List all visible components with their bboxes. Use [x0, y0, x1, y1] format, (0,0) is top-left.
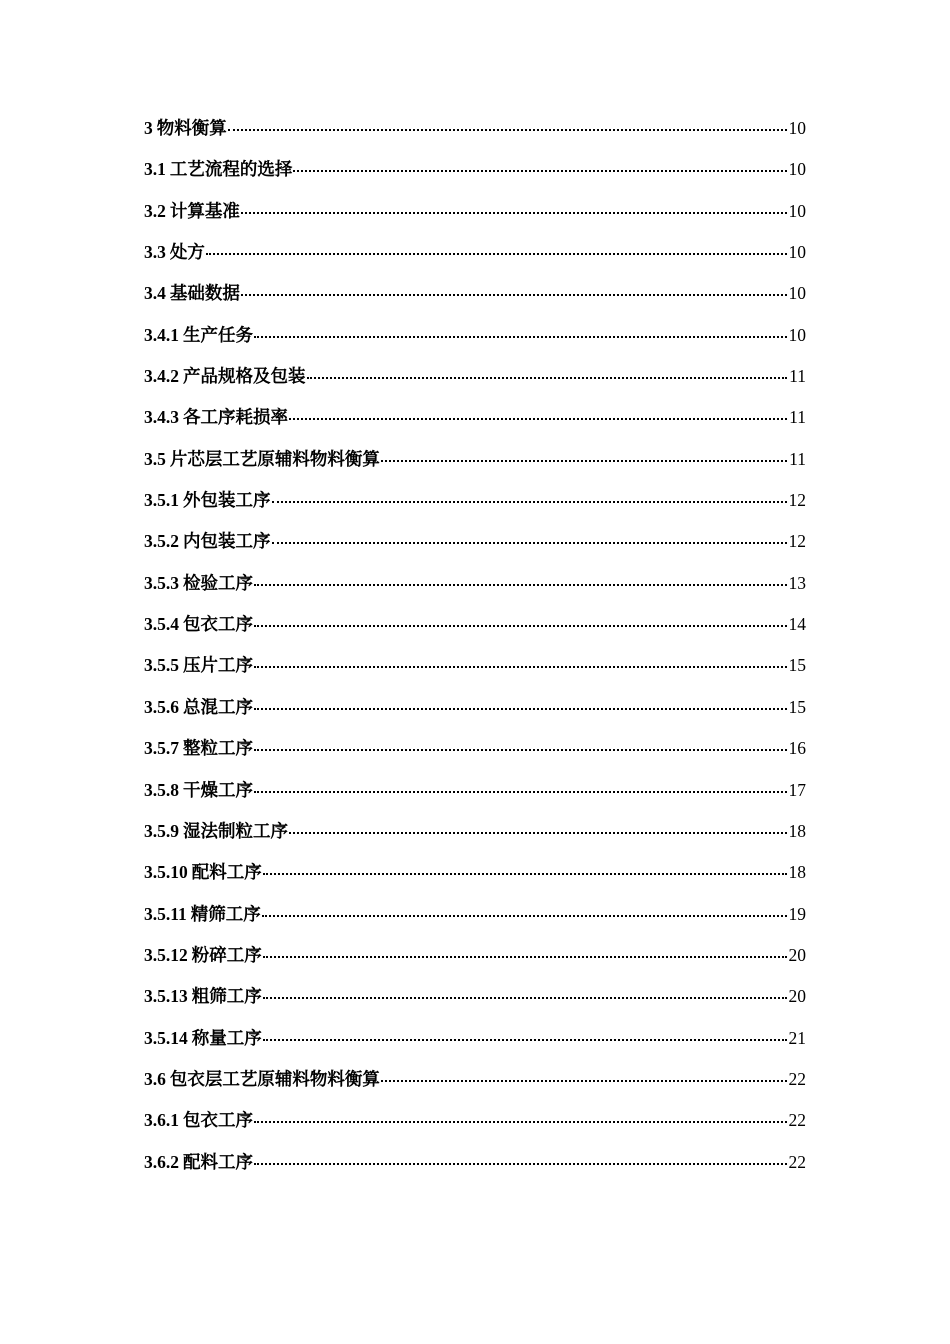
toc-entry[interactable]: [144, 480, 806, 521]
toc-dot-leader: [254, 335, 787, 338]
toc-entry[interactable]: [144, 645, 806, 686]
toc-entry-page-number: 13: [788, 572, 806, 593]
toc-entry-number: 3.5.8: [144, 779, 179, 800]
toc-entry-page-number: 21: [788, 1027, 806, 1048]
toc-entry-page-number: 10: [788, 283, 806, 304]
toc-entry-number: 3.5.9: [144, 820, 179, 841]
toc-entry-title: 各工序耗损率: [183, 407, 288, 428]
toc-entry-number: 3.5.2: [144, 531, 179, 552]
toc-entry-page-number: 12: [788, 490, 806, 511]
toc-dot-leader: [254, 1162, 787, 1165]
toc-dot-leader: [241, 211, 787, 214]
toc-entry-title: 配料工序: [191, 862, 262, 883]
toc-entry-title: 物料衡算: [156, 118, 227, 138]
toc-entry-number: 3.4: [144, 283, 166, 304]
toc-entry-page-number: 14: [788, 614, 806, 635]
toc-entry[interactable]: [144, 894, 806, 935]
toc-entry[interactable]: [144, 770, 806, 811]
toc-entry-page-number: 10: [788, 159, 806, 180]
toc-dot-leader: [254, 665, 787, 668]
toc-entry-title: 干燥工序: [183, 779, 253, 800]
toc-entry-number: 3.4.1: [144, 324, 179, 345]
toc-dot-leader: [272, 500, 788, 503]
toc-dot-leader: [254, 583, 787, 586]
toc-entry[interactable]: [144, 149, 806, 190]
toc-entry[interactable]: [144, 728, 806, 769]
toc-entry-number: 3.5.6: [144, 696, 179, 717]
toc-entry[interactable]: [144, 852, 806, 893]
toc-entry-number: 3.6: [144, 1068, 166, 1089]
toc-entry-title: 称量工序: [191, 1027, 262, 1048]
toc-entry-number: 3.5.13: [144, 986, 188, 1007]
toc-entry-number: 3.5.3: [144, 572, 179, 593]
toc-dot-leader: [263, 955, 787, 958]
toc-entry-page-number: 15: [788, 696, 806, 717]
toc-entry[interactable]: [144, 397, 806, 438]
toc-entry-title: 片芯层工艺原辅料物料衡算: [169, 448, 380, 469]
toc-entry[interactable]: [144, 687, 806, 728]
toc-entry[interactable]: [144, 604, 806, 645]
toc-entry[interactable]: [144, 1100, 806, 1141]
toc-entry-page-number: 11: [789, 366, 806, 387]
toc-dot-leader: [254, 748, 787, 751]
toc-entry[interactable]: [144, 811, 806, 852]
toc-entry-title: 处方: [169, 242, 205, 263]
toc-entry[interactable]: [144, 1018, 806, 1059]
toc-entry-number: 3.2: [144, 200, 166, 221]
toc-dot-leader: [206, 252, 787, 255]
toc-entry-page-number: 19: [788, 903, 806, 924]
toc-dot-leader: [381, 1079, 787, 1082]
toc-entry-page-number: 15: [788, 655, 806, 676]
toc-entry-number: 3: [144, 118, 153, 138]
toc-entry-title: 工艺流程的选择: [169, 159, 293, 180]
toc-entry-title: 外包装工序: [183, 490, 271, 511]
toc-entry-title: 包衣工序: [183, 614, 253, 635]
toc-entry-page-number: 11: [789, 407, 806, 428]
toc-entry[interactable]: [144, 191, 806, 232]
toc-entry-page-number: 20: [788, 944, 806, 965]
toc-entry-title: 生产任务: [183, 324, 253, 345]
toc-dot-leader: [228, 128, 787, 131]
toc-dot-leader: [254, 790, 787, 793]
toc-dot-leader: [289, 417, 787, 420]
toc-entry-title: 粉碎工序: [191, 944, 262, 965]
toc-entry-title: 基础数据: [169, 283, 240, 304]
toc-entry-number: 3.4.2: [144, 366, 179, 387]
toc-dot-leader: [293, 169, 787, 172]
toc-entry-number: 3.5.4: [144, 614, 179, 635]
toc-entry-number: 3.5.1: [144, 490, 179, 511]
toc-dot-leader: [254, 624, 787, 627]
toc-entry[interactable]: [144, 356, 806, 397]
toc-entry-title: 湿法制粒工序: [183, 820, 288, 841]
toc-entry-title: 总混工序: [183, 696, 253, 717]
table-of-contents: [144, 108, 806, 1183]
toc-entry[interactable]: [144, 976, 806, 1017]
toc-entry[interactable]: [144, 563, 806, 604]
toc-entry-number: 3.5.5: [144, 655, 179, 676]
toc-entry-page-number: 22: [788, 1151, 806, 1172]
toc-entry-page-number: 12: [788, 531, 806, 552]
toc-entry[interactable]: [144, 439, 806, 480]
toc-entry-number: 3.1: [144, 159, 166, 180]
toc-entry-page-number: 18: [788, 862, 806, 883]
toc-entry-number: 3.4.3: [144, 407, 179, 428]
toc-dot-leader: [272, 541, 788, 544]
toc-entry-number: 3.5.7: [144, 738, 179, 759]
toc-entry[interactable]: [144, 1142, 806, 1183]
toc-dot-leader: [263, 1038, 787, 1041]
toc-entry-page-number: 17: [788, 779, 806, 800]
toc-entry-title: 精筛工序: [190, 903, 261, 924]
toc-entry-page-number: 22: [788, 1110, 806, 1131]
toc-entry-title: 检验工序: [183, 572, 253, 593]
toc-entry[interactable]: [144, 521, 806, 562]
toc-entry-number: 3.6.1: [144, 1110, 179, 1131]
toc-entry-title: 计算基准: [169, 200, 240, 221]
toc-dot-leader: [263, 996, 787, 999]
toc-entry-number: 3.5.12: [144, 944, 188, 965]
toc-entry-number: 3.5.11: [144, 903, 187, 924]
toc-entry[interactable]: [144, 273, 806, 314]
toc-dot-leader: [241, 293, 787, 296]
toc-entry[interactable]: [144, 108, 806, 149]
toc-entry-page-number: 10: [788, 118, 806, 138]
toc-entry-title: 整粒工序: [183, 738, 253, 759]
toc-dot-leader: [254, 707, 787, 710]
toc-entry-page-number: 10: [788, 242, 806, 263]
toc-entry-page-number: 22: [788, 1068, 806, 1089]
toc-entry[interactable]: [144, 1059, 806, 1100]
toc-dot-leader: [381, 459, 787, 462]
toc-entry[interactable]: [144, 232, 806, 273]
toc-entry-title: 粗筛工序: [191, 986, 262, 1007]
toc-entry-page-number: 10: [788, 200, 806, 221]
toc-entry-title: 产品规格及包装: [183, 366, 306, 387]
toc-entry-number: 3.3: [144, 242, 166, 263]
toc-entry[interactable]: [144, 315, 806, 356]
toc-entry-title: 包衣工序: [183, 1110, 253, 1131]
toc-entry-title: 内包装工序: [183, 531, 271, 552]
toc-dot-leader: [262, 914, 787, 917]
toc-entry-page-number: 20: [788, 986, 806, 1007]
toc-entry-number: 3.5.14: [144, 1027, 188, 1048]
toc-dot-leader: [263, 872, 787, 875]
toc-entry[interactable]: [144, 935, 806, 976]
toc-entry-title: 配料工序: [183, 1151, 253, 1172]
toc-entry-title: 包衣层工艺原辅料物料衡算: [169, 1068, 380, 1089]
toc-entry-page-number: 10: [788, 324, 806, 345]
toc-entry-page-number: 16: [788, 738, 806, 759]
toc-entry-page-number: 18: [788, 820, 806, 841]
toc-entry-number: 3.5: [144, 448, 166, 469]
toc-dot-leader: [289, 831, 787, 834]
toc-dot-leader: [307, 376, 788, 379]
toc-entry-number: 3.5.10: [144, 862, 188, 883]
toc-entry-title: 压片工序: [183, 655, 253, 676]
toc-entry-number: 3.6.2: [144, 1151, 179, 1172]
toc-entry-page-number: 11: [789, 448, 806, 469]
toc-dot-leader: [254, 1120, 787, 1123]
